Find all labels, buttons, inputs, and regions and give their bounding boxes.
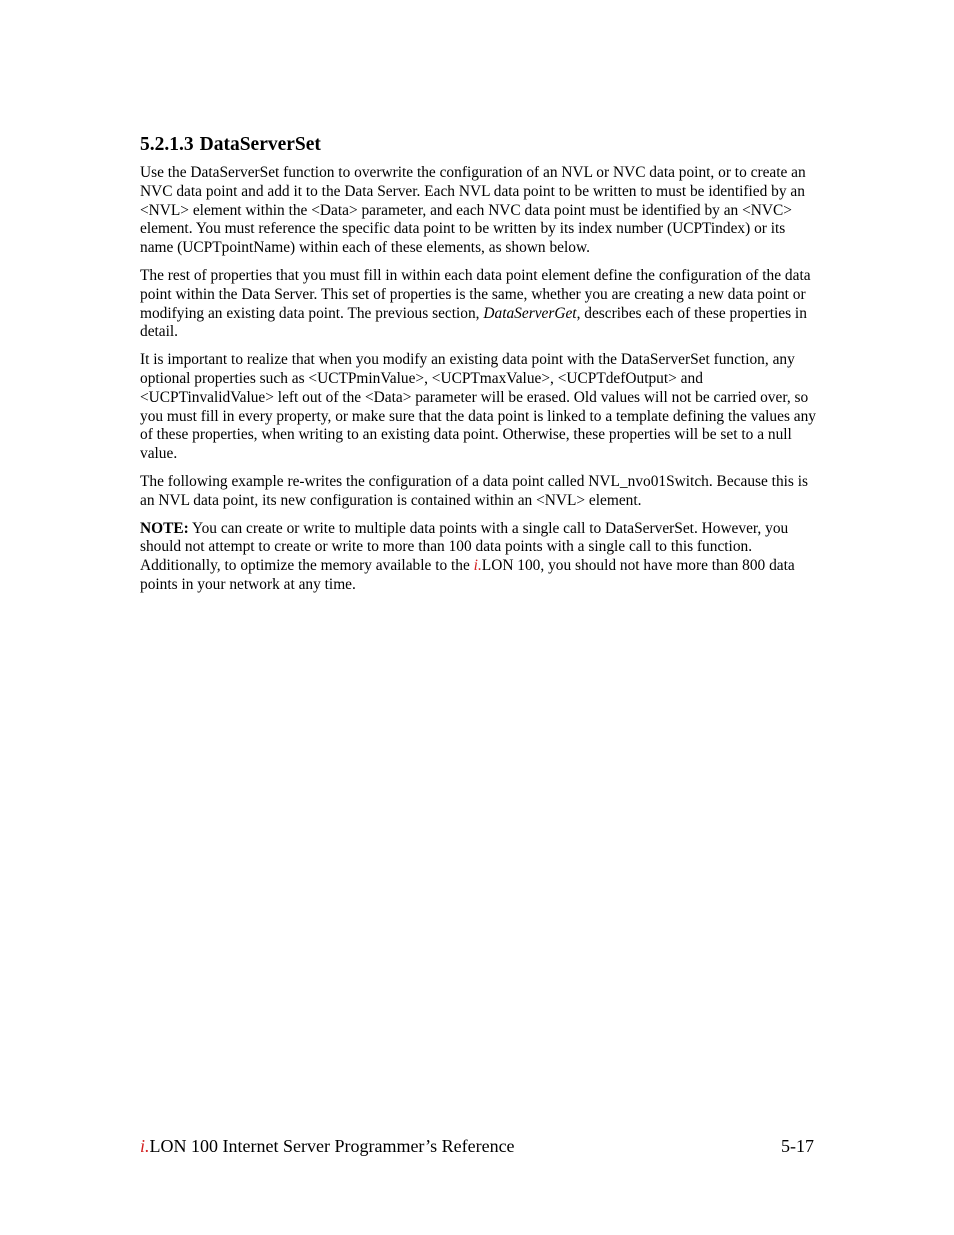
paragraph-warning: It is important to realize that when you modify an existing data point with the DataServerSet function, any optional properties such as <UCTPminValue>, <UCPTmaxValue>, <UCPTdefOutput> and <UCPTinvalidValue> left out of the <Data> parameter will be erased. Old values will not be carried over, so you must fill in every property, or make sure that the data point is linked to a template defining the values any of these properties, when writing to an existing data point. Otherwise, these properties will be set to a null value. [140,351,817,463]
brand-i-prefix: i. [473,557,482,575]
paragraph-properties-text-a: The rest of properties that you must fill in within each data point element define the configuration of the data point within the Data Server. This set of properties is the same, whether you are creating a new data point or modifying an existing data point. The previous section, [140,266,811,322]
note-text-a: You can create or write to multiple data points with a single call to DataServerSet. However, you should not attempt to create or write to more than 100 data points with a single call to this function. Additionally, to optimize the memory available to the [140,519,789,575]
paragraph-properties-text-b: , describes each of these properties in detail. [140,304,807,341]
note-paragraph [140,520,816,595]
brand-name: LON 100 [481,557,541,575]
page-footer [140,1135,814,1157]
note-label: NOTE: [140,519,189,537]
paragraph-example: The following example re-writes the configuration of a data point called NVL_nvo01Switch. Because this is an NVL data point, its new configuration is contained within an <NVL> element. [140,472,809,509]
section-number: 5.2.1.3 [140,134,194,155]
section-reference-link: DataServerGet [483,304,577,322]
footer-title-text: LON 100 Internet Server Programmer’s Reference [149,1136,515,1156]
section-heading [140,132,816,158]
footer-title [140,1135,515,1157]
paragraph-properties [140,267,816,342]
note-text-b: , you should not have more than 800 data points in your network at any time. [140,557,795,593]
section-title: DataServerSet [199,134,321,155]
page-content [140,132,816,604]
paragraph-intro: Use the DataServerSet function to overwrite the configuration of an NVL or NVC data point, or to create an NVC data point and add it to the Data Server. Each NVL data point to be written to must be identified by an <NVL> element within the <Data> parameter, and each NVC data point must be identified by an <NVC> element. You must reference the specific data point to be written by its index number (UCPTindex) or its name (UCPTpointName) within each of these elements, as shown below. [140,164,806,257]
footer-brand-i-prefix: i. [140,1136,150,1156]
page-number: 5-17 [781,1136,814,1156]
